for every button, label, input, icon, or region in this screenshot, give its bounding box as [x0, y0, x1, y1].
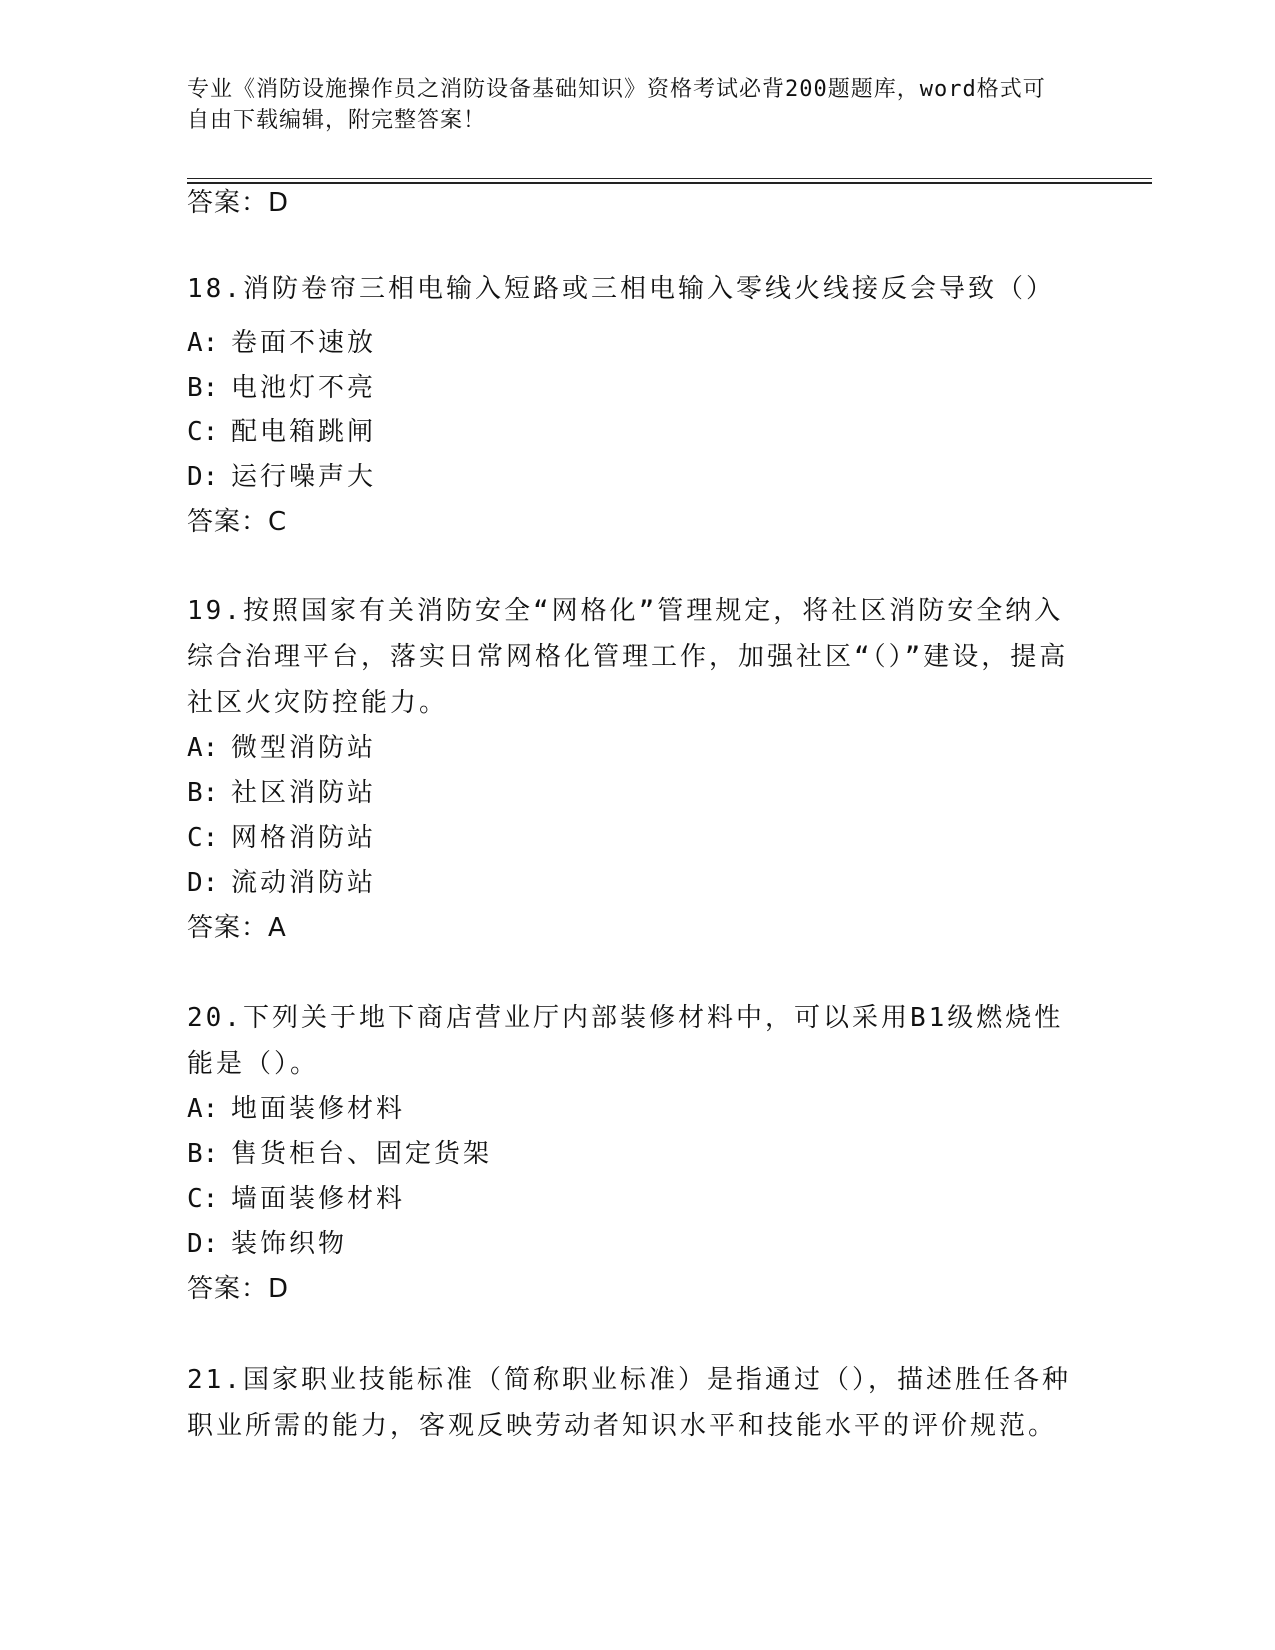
question-19-option-b [187, 776, 376, 810]
option-text: 墙面装修材料 [231, 1184, 406, 1214]
question-18-option-b [187, 371, 376, 405]
option-text: 电池灯不亮 [231, 373, 377, 403]
question-19-option-d [187, 866, 376, 900]
answer-17: 答案：D [187, 188, 290, 218]
header-divider-thin [187, 178, 1152, 179]
option-text: 流动消防站 [231, 868, 377, 898]
option-letter: C: [187, 823, 219, 853]
document-header: 专业《消防设施操作员之消防设备基础知识》资格考试必背200题题库，word格式可自由下载编辑，附完整答案！ [187, 77, 1046, 133]
option-letter: A: [187, 733, 219, 763]
question-20-option-b [187, 1137, 492, 1171]
option-text: 售货柜台、固定货架 [231, 1139, 493, 1169]
option-text: 配电箱跳闸 [231, 417, 377, 447]
question-20-option-a [187, 1092, 405, 1126]
option-letter: B: [187, 373, 219, 403]
option-text: 微型消防站 [231, 733, 377, 763]
option-text: 网格消防站 [231, 823, 377, 853]
option-letter: C: [187, 417, 219, 447]
option-letter: C: [187, 1184, 219, 1214]
answer-20: 答案：D [187, 1274, 290, 1304]
option-letter: A: [187, 1094, 219, 1124]
answer-19: 答案：A [187, 913, 287, 943]
question-20-option-d [187, 1227, 347, 1261]
answer-18: 答案：C [187, 507, 288, 537]
option-text: 卷面不速放 [231, 328, 377, 358]
question-18-stem: 18.消防卷帘三相电输入短路或三相电输入零线火线接反会导致（） [187, 274, 1055, 304]
question-20-option-c [187, 1182, 405, 1216]
question-19-stem: 19.按照国家有关消防安全“网格化”管理规定，将社区消防安全纳入综合治理平台，落实日常网格化管理工作，加强社区“（）”建设，提高社区火灾防控能力。 [187, 596, 1069, 718]
option-letter: D: [187, 462, 219, 492]
option-letter: B: [187, 1139, 219, 1169]
question-19-option-a [187, 731, 376, 765]
option-text: 装饰织物 [231, 1229, 348, 1259]
option-letter: D: [187, 868, 219, 898]
question-21-stem: 21.国家职业技能标准（简称职业标准）是指通过（），描述胜任各种职业所需的能力，客观反映劳动者知识水平和技能水平的评价规范。 [187, 1365, 1071, 1441]
option-text: 社区消防站 [231, 778, 377, 808]
option-text: 地面装修材料 [231, 1094, 406, 1124]
question-18-option-a [187, 326, 376, 360]
question-18-option-d [187, 460, 376, 494]
option-letter: B: [187, 778, 219, 808]
question-19-option-c [187, 821, 376, 855]
question-18-option-c [187, 415, 376, 449]
option-letter: A: [187, 328, 219, 358]
option-letter: D: [187, 1229, 219, 1259]
header-divider-thick [187, 182, 1152, 184]
question-20-stem: 20.下列关于地下商店营业厅内部装修材料中，可以采用B1级燃烧性能是（）。 [187, 1003, 1064, 1079]
option-text: 运行噪声大 [231, 462, 377, 492]
